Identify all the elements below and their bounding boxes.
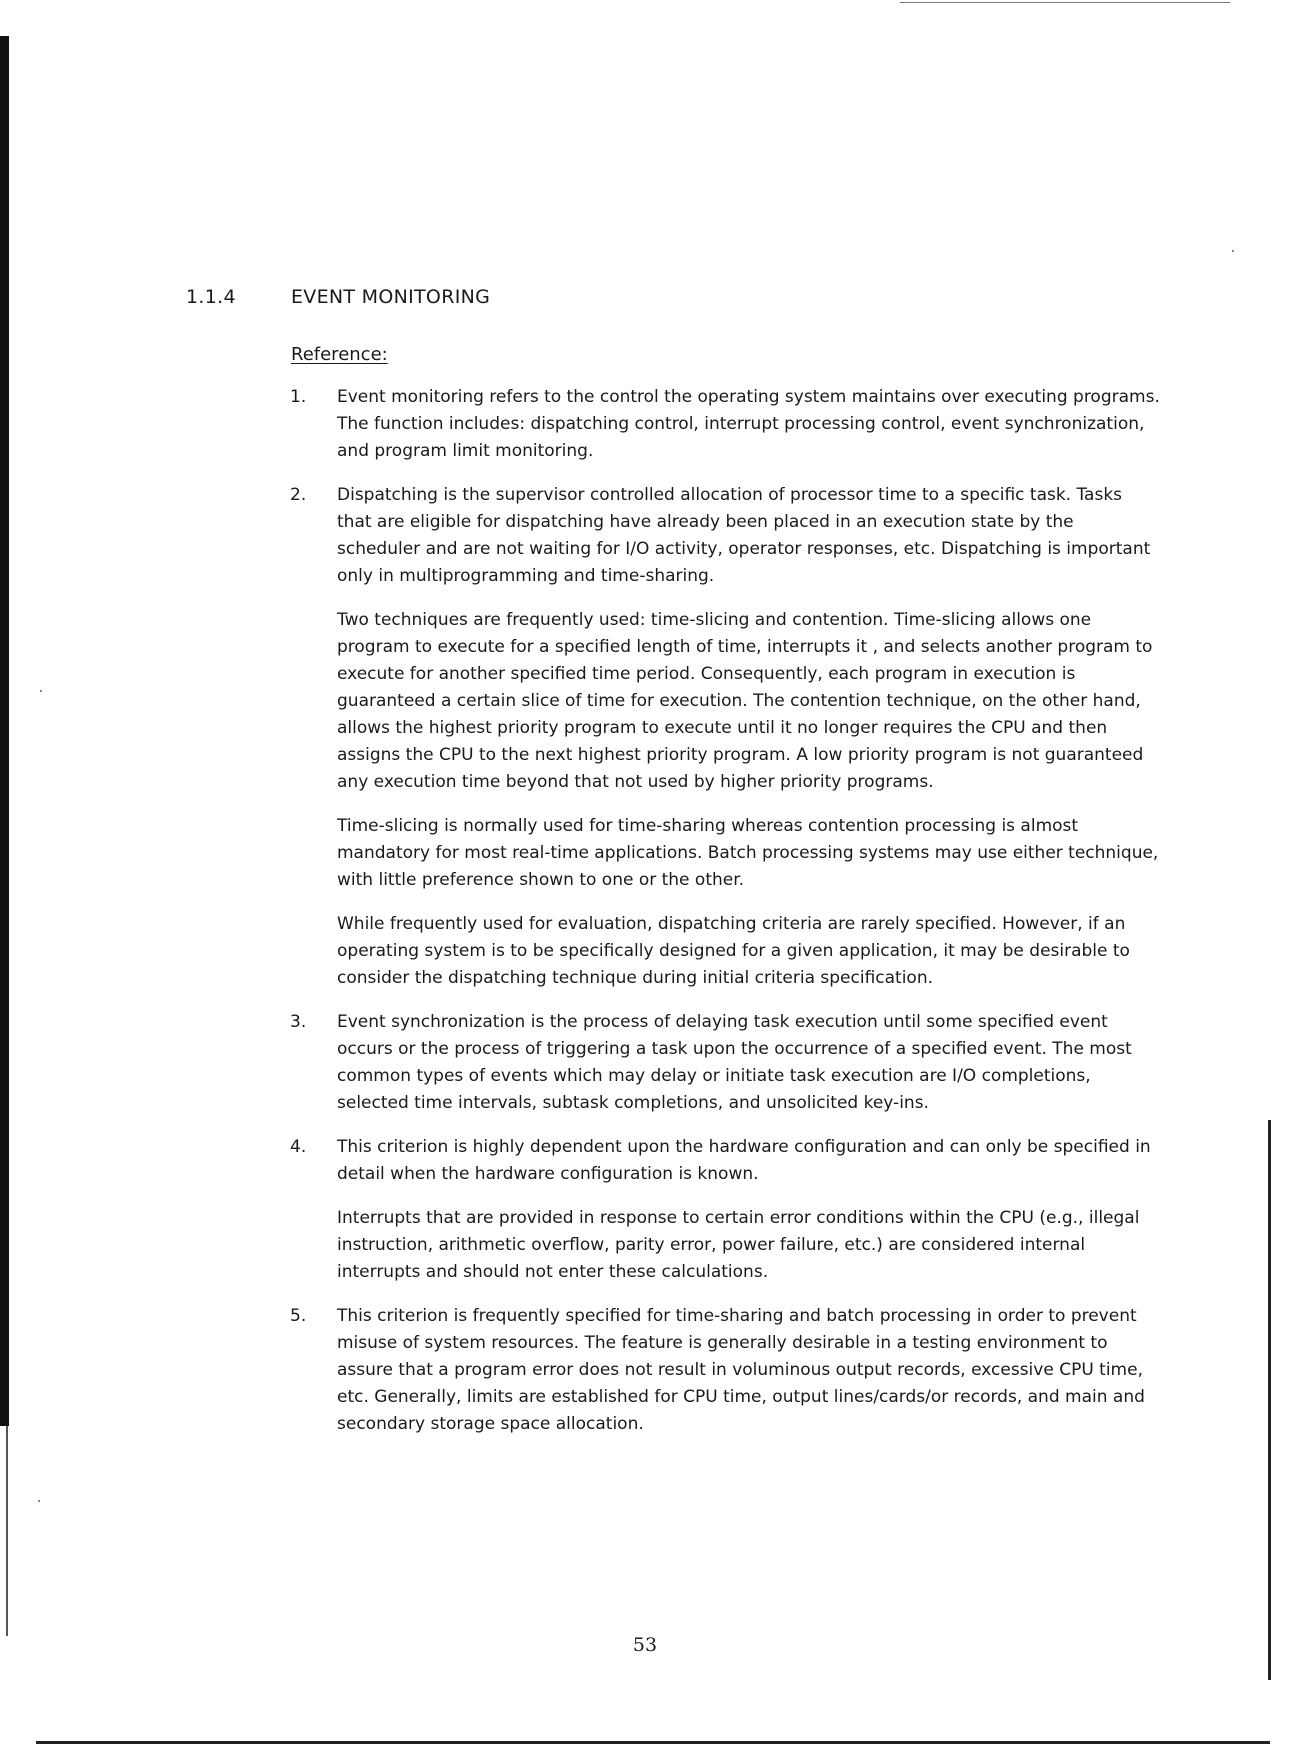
- scan-speck: [40, 690, 42, 692]
- item-paragraph: Event synchronization is the process of delaying task execution until some specified event occurs or the process of triggering a task upon the occurrence of a specified event. The most common types of events which may delay or initiate task execution are I/O completions, selected time intervals, subtask completions, and unsolicited key-ins.: [337, 1012, 1132, 1113]
- scan-edge-right: [1268, 1120, 1271, 1680]
- item-paragraph: This criterion is highly dependent upon the hardware configuration and can only be specified in detail when the hardware configuration is known.: [337, 1137, 1151, 1184]
- list-item: [290, 1134, 1160, 1286]
- item-number: 5.: [290, 1306, 307, 1326]
- item-number: 1.: [290, 387, 307, 407]
- item-paragraph: This criterion is frequently specified for time-sharing and batch processing in order to prevent misuse of system resources. The feature is generally desirable in a testing environment to assure that a program error does not result in voluminous output records, excessive CPU time, etc. Generally, limits are established for CPU time, output lines/cards/or records, and main and secondary storage space allocation.: [337, 1306, 1145, 1434]
- list-item: [290, 482, 1160, 992]
- item-paragraph: Dispatching is the supervisor controlled allocation of processor time to a specific task. Tasks that are eligible for dispatching have already been placed in an execution state by the scheduler and are not waiting for I/O activity, operator responses, etc. Dispatching is important only in multiprogramming and time-sharing.: [337, 485, 1151, 586]
- item-paragraph: Time-slicing is normally used for time-sharing whereas contention processing is almost mandatory for most real-time applications. Batch processing systems may use either technique, with little preference shown to one or the other.: [337, 816, 1159, 890]
- section-title: EVENT MONITORING: [291, 286, 491, 308]
- item-number: 4.: [290, 1137, 307, 1157]
- item-paragraph: Two techniques are frequently used: time-slicing and contention. Time-slicing allows one program to execute for a specified length of time, interrupts it , and selects another program to execute for another specified time period. Consequently, each program in execution is guaranteed a certain slice of time for execution. The contention technique, on the other hand, allows the highest priority program to execute until it no longer requires the CPU and then assigns the CPU to the next highest priority program. A low priority program is not guaranteed any execution time beyond that not used by higher priority programs.: [337, 610, 1153, 792]
- scan-edge-left-lower: [6, 1426, 8, 1636]
- scan-edge-bottom: [36, 1741, 1270, 1744]
- page-number: 53: [632, 1634, 658, 1656]
- list-item: [290, 384, 1160, 465]
- scan-edge-top: [900, 2, 1230, 3]
- list-item: [290, 1009, 1160, 1117]
- scan-speck: [38, 1500, 40, 1502]
- item-paragraph: While frequently used for evaluation, dispatching criteria are rarely specified. However, if an operating system is to be specifically designed for a given application, it may be desirable to consider the dispatching technique during initial criteria specification.: [337, 914, 1130, 988]
- item-number: 3.: [290, 1012, 307, 1032]
- item-paragraph: Interrupts that are provided in response to certain error conditions within the CPU (e.g., illegal instruction, arithmetic overflow, parity error, power failure, etc.) are considered internal interrupts and should not enter these calculations.: [337, 1208, 1140, 1282]
- item-number: 2.: [290, 485, 307, 505]
- reference-list: [290, 384, 1160, 1455]
- reference-label: Reference:: [291, 344, 388, 365]
- scan-speck: [1232, 250, 1234, 252]
- item-paragraph: Event monitoring refers to the control the operating system maintains over executing programs. The function includes: dispatching control, interrupt processing control, event synchronization, and program limit monitoring.: [337, 387, 1160, 461]
- scan-edge-left: [0, 36, 9, 1426]
- section-number: 1.1.4: [186, 286, 236, 308]
- section-heading: [186, 286, 490, 308]
- list-item: [290, 1303, 1160, 1438]
